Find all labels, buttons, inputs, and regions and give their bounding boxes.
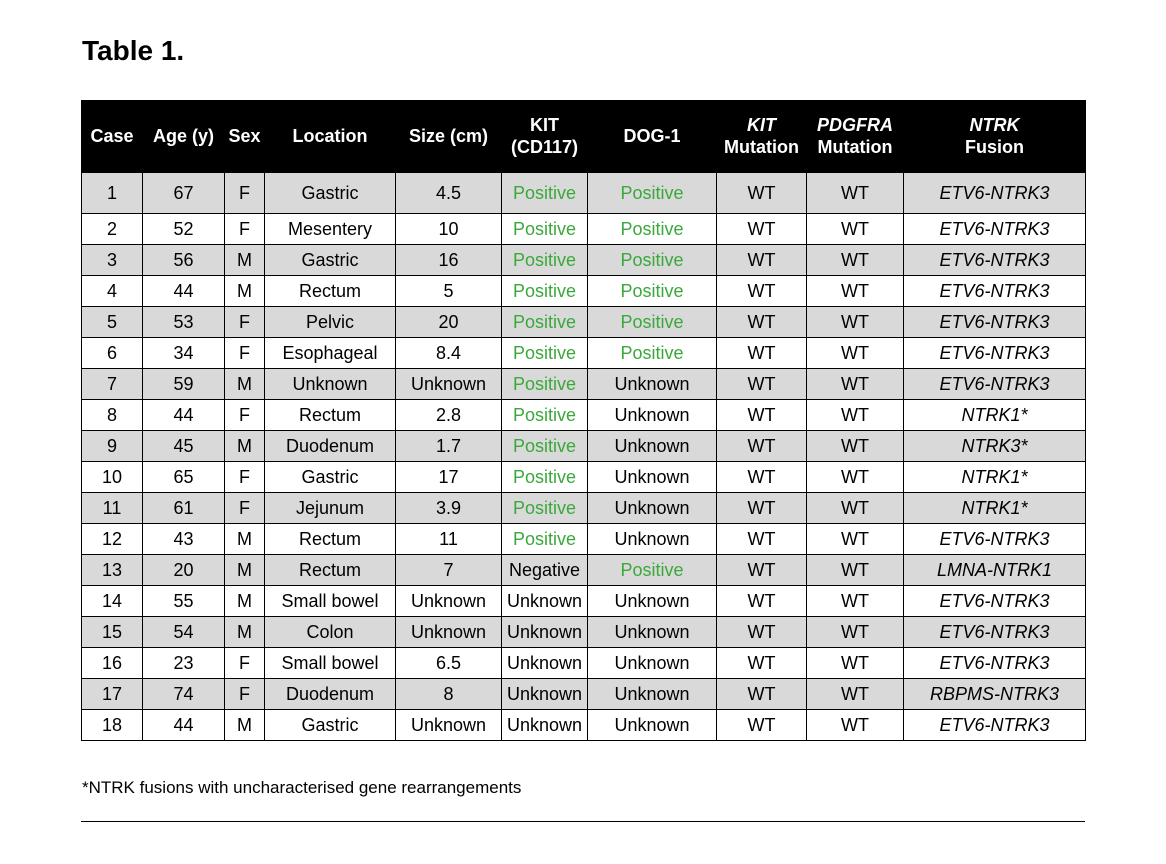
cell-pdgfra-mutation: WT — [807, 586, 904, 617]
cell-pdgfra-mutation: WT — [807, 338, 904, 369]
cell-case: 11 — [82, 493, 143, 524]
cell-sex: F — [225, 493, 265, 524]
cell-kit-mutation: WT — [717, 524, 807, 555]
table-row — [82, 679, 1086, 710]
cell-case: 10 — [82, 462, 143, 493]
cell-size: 20 — [396, 307, 502, 338]
cell-age: 67 — [143, 173, 225, 214]
cell-kit: Negative — [502, 555, 588, 586]
cell-kit-mutation: WT — [717, 493, 807, 524]
cell-dog1: Positive — [588, 245, 717, 276]
table-row — [82, 400, 1086, 431]
cell-pdgfra-mutation: WT — [807, 555, 904, 586]
cell-pdgfra-mutation: WT — [807, 524, 904, 555]
cell-sex: M — [225, 617, 265, 648]
cell-ntrk-fusion: ETV6-NTRK3 — [904, 648, 1086, 679]
cell-pdgfra-mutation: WT — [807, 369, 904, 400]
cell-kit: Positive — [502, 431, 588, 462]
cell-size: 3.9 — [396, 493, 502, 524]
cell-pdgfra-mutation: WT — [807, 173, 904, 214]
table-row — [82, 648, 1086, 679]
cell-sex: M — [225, 245, 265, 276]
cell-case: 4 — [82, 276, 143, 307]
cell-ntrk-fusion: ETV6-NTRK3 — [904, 710, 1086, 741]
cell-size: 11 — [396, 524, 502, 555]
cell-location: Mesentery — [265, 214, 396, 245]
header-kit-line2: (CD117) — [510, 137, 579, 157]
cell-location: Small bowel — [265, 648, 396, 679]
cell-kit-mutation: WT — [717, 338, 807, 369]
header-age: Age (y) — [143, 100, 225, 173]
cell-dog1: Positive — [588, 173, 717, 214]
cell-age: 74 — [143, 679, 225, 710]
cell-size: 5 — [396, 276, 502, 307]
cell-pdgfra-mutation: WT — [807, 245, 904, 276]
table-row — [82, 524, 1086, 555]
cell-age: 23 — [143, 648, 225, 679]
cases-table — [81, 100, 1086, 741]
cell-kit: Unknown — [502, 617, 588, 648]
cell-sex: F — [225, 338, 265, 369]
cell-dog1: Positive — [588, 555, 717, 586]
cell-kit-mutation: WT — [717, 431, 807, 462]
cell-location: Esophageal — [265, 338, 396, 369]
cell-kit: Positive — [502, 462, 588, 493]
header-kit-mutation — [717, 100, 807, 173]
cell-pdgfra-mutation: WT — [807, 431, 904, 462]
table-row — [82, 431, 1086, 462]
cell-pdgfra-mutation: WT — [807, 617, 904, 648]
cell-location: Duodenum — [265, 679, 396, 710]
cell-location: Duodenum — [265, 431, 396, 462]
cell-kit-mutation: WT — [717, 245, 807, 276]
cell-age: 44 — [143, 400, 225, 431]
cell-kit-mutation: WT — [717, 648, 807, 679]
cell-case: 13 — [82, 555, 143, 586]
cell-kit: Positive — [502, 524, 588, 555]
cell-sex: M — [225, 276, 265, 307]
cell-location: Rectum — [265, 400, 396, 431]
cell-location: Unknown — [265, 369, 396, 400]
cell-kit-mutation: WT — [717, 555, 807, 586]
header-ntrk-fusion — [904, 100, 1086, 173]
cell-size: 16 — [396, 245, 502, 276]
cell-pdgfra-mutation: WT — [807, 493, 904, 524]
cell-case: 18 — [82, 710, 143, 741]
cell-dog1: Unknown — [588, 400, 717, 431]
cell-age: 65 — [143, 462, 225, 493]
cell-pdgfra-mutation: WT — [807, 307, 904, 338]
table-row — [82, 173, 1086, 214]
table-title: Table 1. — [82, 35, 185, 66]
cell-kit-mutation: WT — [717, 679, 807, 710]
cell-kit: Positive — [502, 400, 588, 431]
cell-age: 34 — [143, 338, 225, 369]
cell-location: Gastric — [265, 710, 396, 741]
cell-age: 43 — [143, 524, 225, 555]
cell-size: Unknown — [396, 369, 502, 400]
cell-kit: Positive — [502, 338, 588, 369]
cell-location: Pelvic — [265, 307, 396, 338]
cell-size: 7 — [396, 555, 502, 586]
cell-case: 17 — [82, 679, 143, 710]
header-ntrk-line1: NTRK — [969, 115, 1020, 135]
cell-ntrk-fusion: NTRK3* — [904, 431, 1086, 462]
cell-kit-mutation: WT — [717, 710, 807, 741]
cell-kit-mutation: WT — [717, 276, 807, 307]
cell-ntrk-fusion: ETV6-NTRK3 — [904, 369, 1086, 400]
header-dog1: DOG-1 — [588, 100, 717, 173]
cell-sex: F — [225, 307, 265, 338]
cell-kit: Positive — [502, 493, 588, 524]
cell-size: Unknown — [396, 710, 502, 741]
cell-kit-mutation: WT — [717, 462, 807, 493]
cell-sex: M — [225, 369, 265, 400]
cell-location: Gastric — [265, 173, 396, 214]
cell-case: 8 — [82, 400, 143, 431]
cell-kit: Positive — [502, 369, 588, 400]
cell-dog1: Positive — [588, 276, 717, 307]
cell-pdgfra-mutation: WT — [807, 462, 904, 493]
cell-ntrk-fusion: ETV6-NTRK3 — [904, 338, 1086, 369]
cell-age: 54 — [143, 617, 225, 648]
header-kit-line1: KIT — [530, 115, 559, 135]
table-row — [82, 245, 1086, 276]
table-row — [82, 276, 1086, 307]
cell-location: Rectum — [265, 524, 396, 555]
cell-location: Gastric — [265, 245, 396, 276]
cell-dog1: Unknown — [588, 369, 717, 400]
table-row — [82, 586, 1086, 617]
header-ntrk-line2: Fusion — [965, 137, 1024, 157]
cell-sex: M — [225, 555, 265, 586]
cell-pdgfra-mutation: WT — [807, 648, 904, 679]
cell-kit: Unknown — [502, 679, 588, 710]
cell-ntrk-fusion: ETV6-NTRK3 — [904, 173, 1086, 214]
cell-kit: Positive — [502, 307, 588, 338]
cell-age: 44 — [143, 276, 225, 307]
cell-case: 12 — [82, 524, 143, 555]
table-row — [82, 369, 1086, 400]
header-pdgfra-mutation — [807, 100, 904, 173]
cell-case: 15 — [82, 617, 143, 648]
cell-dog1: Positive — [588, 307, 717, 338]
cell-ntrk-fusion: ETV6-NTRK3 — [904, 307, 1086, 338]
cell-ntrk-fusion: ETV6-NTRK3 — [904, 586, 1086, 617]
cell-location: Colon — [265, 617, 396, 648]
table-row — [82, 617, 1086, 648]
cell-kit: Positive — [502, 276, 588, 307]
cell-age: 59 — [143, 369, 225, 400]
cell-kit: Positive — [502, 214, 588, 245]
cell-ntrk-fusion: ETV6-NTRK3 — [904, 245, 1086, 276]
cell-case: 9 — [82, 431, 143, 462]
cell-case: 5 — [82, 307, 143, 338]
cell-age: 20 — [143, 555, 225, 586]
cell-size: Unknown — [396, 617, 502, 648]
cell-size: 17 — [396, 462, 502, 493]
cell-ntrk-fusion: ETV6-NTRK3 — [904, 214, 1086, 245]
cell-age: 56 — [143, 245, 225, 276]
cell-kit: Unknown — [502, 648, 588, 679]
header-row — [82, 100, 1086, 173]
header-kit-mutation-line1: KIT — [747, 115, 776, 135]
cell-kit-mutation: WT — [717, 173, 807, 214]
header-sex: Sex — [225, 100, 265, 173]
cell-sex: M — [225, 710, 265, 741]
cell-size: 1.7 — [396, 431, 502, 462]
cell-size: 6.5 — [396, 648, 502, 679]
cell-case: 2 — [82, 214, 143, 245]
cell-dog1: Positive — [588, 214, 717, 245]
cell-ntrk-fusion: NTRK1* — [904, 493, 1086, 524]
cell-case: 16 — [82, 648, 143, 679]
table-row — [82, 710, 1086, 741]
cell-kit: Positive — [502, 173, 588, 214]
cell-location: Rectum — [265, 276, 396, 307]
cell-sex: F — [225, 679, 265, 710]
cell-ntrk-fusion: NTRK1* — [904, 462, 1086, 493]
cell-ntrk-fusion: RBPMS-NTRK3 — [904, 679, 1086, 710]
cell-pdgfra-mutation: WT — [807, 276, 904, 307]
cell-sex: F — [225, 214, 265, 245]
table-row — [82, 462, 1086, 493]
cell-ntrk-fusion: NTRK1* — [904, 400, 1086, 431]
cell-kit-mutation: WT — [717, 369, 807, 400]
cell-dog1: Unknown — [588, 524, 717, 555]
table-body — [82, 173, 1086, 741]
cell-age: 53 — [143, 307, 225, 338]
cell-age: 45 — [143, 431, 225, 462]
cell-size: 4.5 — [396, 173, 502, 214]
cell-ntrk-fusion: LMNA-NTRK1 — [904, 555, 1086, 586]
cell-pdgfra-mutation: WT — [807, 400, 904, 431]
cell-sex: M — [225, 586, 265, 617]
cell-dog1: Unknown — [588, 710, 717, 741]
cell-case: 3 — [82, 245, 143, 276]
cell-location: Gastric — [265, 462, 396, 493]
cell-kit: Positive — [502, 245, 588, 276]
cell-kit-mutation: WT — [717, 586, 807, 617]
header-kit-cd117 — [502, 100, 588, 173]
cell-sex: M — [225, 431, 265, 462]
header-location: Location — [265, 100, 396, 173]
cell-sex: F — [225, 173, 265, 214]
cell-size: 2.8 — [396, 400, 502, 431]
table-row — [82, 214, 1086, 245]
cell-sex: F — [225, 648, 265, 679]
cell-location: Jejunum — [265, 493, 396, 524]
cell-ntrk-fusion: ETV6-NTRK3 — [904, 276, 1086, 307]
table-row — [82, 338, 1086, 369]
cell-dog1: Unknown — [588, 617, 717, 648]
header-case: Case — [82, 100, 143, 173]
cell-dog1: Unknown — [588, 679, 717, 710]
table-row — [82, 493, 1086, 524]
cell-dog1: Positive — [588, 338, 717, 369]
footnote: *NTRK fusions with uncharacterised gene rearrangements — [82, 778, 522, 797]
cell-dog1: Unknown — [588, 462, 717, 493]
header-pdgfra-line2: Mutation — [817, 137, 893, 157]
bottom-rule — [81, 821, 1085, 822]
cell-location: Small bowel — [265, 586, 396, 617]
cell-dog1: Unknown — [588, 431, 717, 462]
cell-dog1: Unknown — [588, 586, 717, 617]
cell-age: 61 — [143, 493, 225, 524]
header-kit-mutation-line2: Mutation — [724, 137, 799, 157]
cell-pdgfra-mutation: WT — [807, 214, 904, 245]
cell-location: Rectum — [265, 555, 396, 586]
cell-sex: F — [225, 400, 265, 431]
cell-size: Unknown — [396, 586, 502, 617]
cell-pdgfra-mutation: WT — [807, 710, 904, 741]
cell-ntrk-fusion: ETV6-NTRK3 — [904, 617, 1086, 648]
cell-dog1: Unknown — [588, 648, 717, 679]
cell-age: 52 — [143, 214, 225, 245]
cell-kit-mutation: WT — [717, 400, 807, 431]
cell-kit: Unknown — [502, 586, 588, 617]
cell-dog1: Unknown — [588, 493, 717, 524]
cell-case: 1 — [82, 173, 143, 214]
cell-sex: M — [225, 524, 265, 555]
cell-size: 8.4 — [396, 338, 502, 369]
cell-kit-mutation: WT — [717, 617, 807, 648]
cell-case: 6 — [82, 338, 143, 369]
cell-kit: Unknown — [502, 710, 588, 741]
cell-sex: F — [225, 462, 265, 493]
cell-case: 7 — [82, 369, 143, 400]
header-size: Size (cm) — [396, 100, 502, 173]
header-pdgfra-line1: PDGFRA — [817, 115, 893, 135]
table-row — [82, 307, 1086, 338]
cell-size: 8 — [396, 679, 502, 710]
cell-size: 10 — [396, 214, 502, 245]
cell-age: 44 — [143, 710, 225, 741]
table-row — [82, 555, 1086, 586]
cell-pdgfra-mutation: WT — [807, 679, 904, 710]
cell-ntrk-fusion: ETV6-NTRK3 — [904, 524, 1086, 555]
cell-case: 14 — [82, 586, 143, 617]
cell-kit-mutation: WT — [717, 307, 807, 338]
cell-age: 55 — [143, 586, 225, 617]
cell-kit-mutation: WT — [717, 214, 807, 245]
